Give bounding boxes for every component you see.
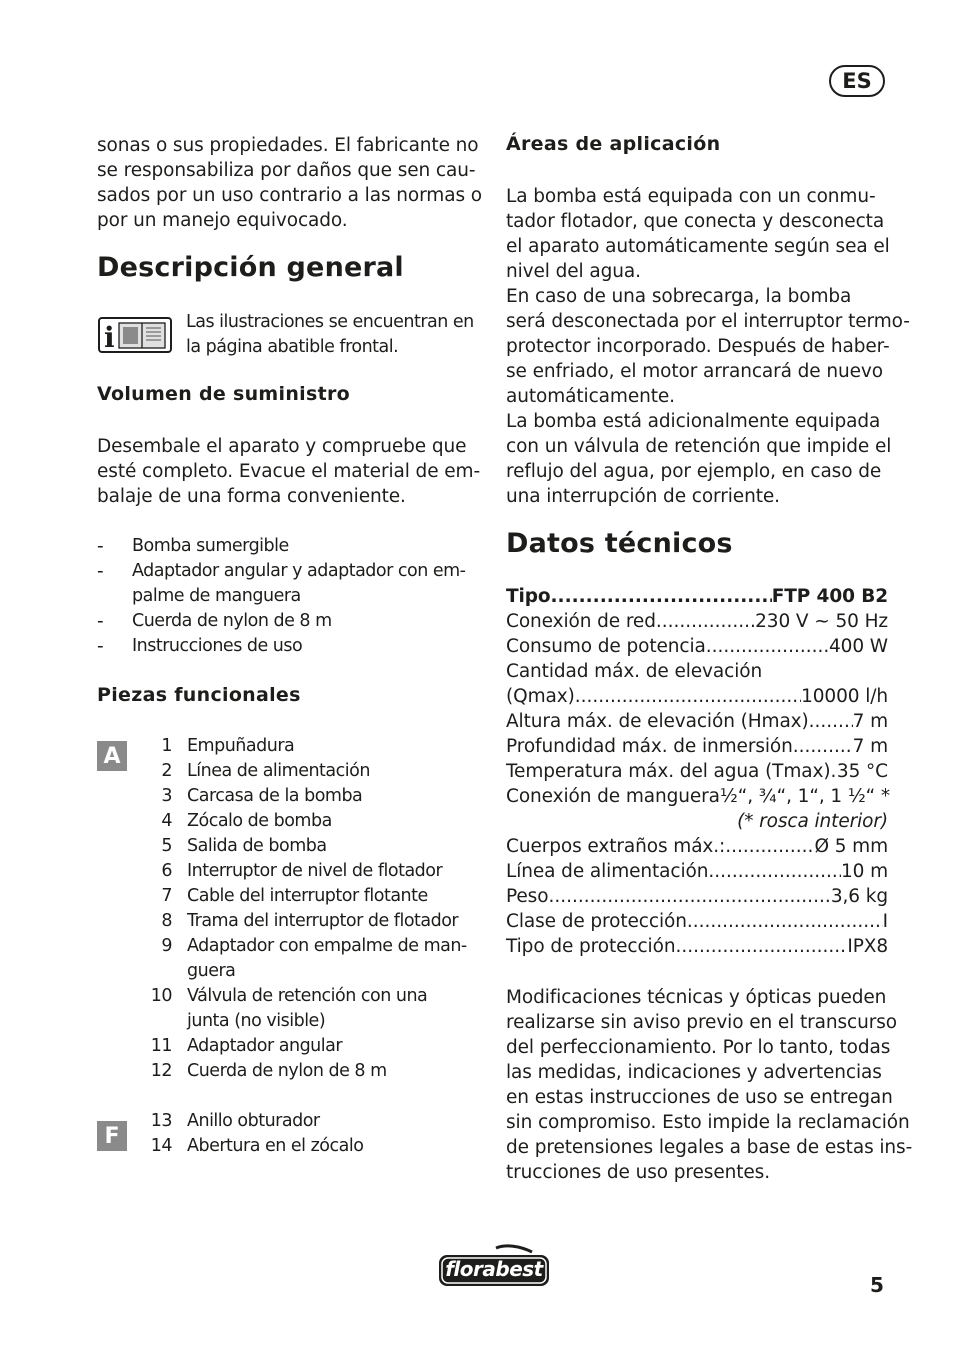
spec-value: 400 W — [829, 636, 888, 657]
note-line: en estas instrucciones de uso se entregan — [506, 1087, 893, 1108]
spec-row — [506, 859, 888, 884]
spec-row — [506, 834, 888, 859]
part-label: Carcasa de la bomba — [187, 786, 363, 806]
spec-label: Profundidad máx. de inmersión — [506, 736, 793, 757]
part-number: 13 — [150, 1111, 172, 1131]
info-note-line: la página abatible frontal. — [186, 337, 399, 357]
figure-a-marker: A — [97, 741, 127, 771]
spec-label: (Qmax) — [506, 686, 575, 707]
list-item: Adaptador angular y adaptador con em- — [132, 561, 466, 581]
part-number: 6 — [161, 861, 172, 881]
supply-line: balaje de una forma conveniente. — [97, 486, 406, 507]
part-number: 2 — [161, 761, 172, 781]
app-line: el aparato automáticamente según sea el — [506, 236, 890, 257]
spec-row-type — [506, 584, 888, 609]
app-line: se enfriado, el motor arrancará de nuevo — [506, 361, 883, 382]
part-number: 8 — [161, 911, 172, 931]
note-line: del perfeccionamiento. Por lo tanto, todas — [506, 1037, 891, 1058]
spec-row — [506, 784, 891, 809]
spec-dots — [548, 884, 830, 909]
spec-row — [506, 909, 888, 934]
spec-label: Conexión de red — [506, 611, 656, 632]
part-number: 5 — [161, 836, 172, 856]
app-line: En caso de una sobrecarga, la bomba — [506, 286, 852, 307]
part-label: Línea de alimentación — [187, 761, 370, 781]
list-item: Bomba sumergible — [132, 536, 289, 556]
spec-label: Consumo de potencia — [506, 636, 706, 657]
spec-label: Cuerpos extraños máx.: — [506, 836, 726, 857]
note-line: Modificaciones técnicas y ópticas pueden — [506, 987, 887, 1008]
intro-line: sonas o sus propiedades. El fabricante no — [97, 135, 479, 156]
note-line: sin compromiso. Esto impide la reclamación — [506, 1112, 910, 1133]
part-label: Zócalo de bomba — [187, 811, 332, 831]
page-number: 5 — [870, 1273, 884, 1297]
part-label: Interruptor de nivel de flotador — [187, 861, 443, 881]
note-line: trucciones de uso presentes. — [506, 1162, 771, 1183]
app-line: nivel del agua. — [506, 261, 641, 282]
part-label-cont: guera — [187, 961, 236, 981]
spec-value: 35 °C — [836, 761, 888, 782]
spec-row — [506, 684, 888, 709]
spec-dots — [575, 684, 801, 709]
spec-label: Línea de alimentación — [506, 861, 709, 882]
spec-label: Altura máx. de elevación (Hmax) — [506, 711, 809, 732]
subheading-supply: Volumen de suministro — [97, 383, 350, 405]
part-number: 12 — [150, 1061, 172, 1081]
spec-dots — [725, 834, 814, 859]
spec-label: Clase de protección — [506, 911, 687, 932]
list-item-cont: palme de manguera — [132, 586, 301, 606]
spec-row — [506, 609, 888, 634]
spec-value: 3,6 kg — [830, 886, 888, 907]
spec-label: Temperatura máx. del agua (Tmax) — [506, 761, 831, 782]
intro-line: por un manejo equivocado. — [97, 210, 348, 231]
info-note-line: Las ilustraciones se encuentran en — [186, 312, 474, 332]
part-number: 14 — [150, 1136, 172, 1156]
spec-value: FTP 400 B2 — [771, 586, 888, 607]
part-label: Trama del interruptor de flotador — [187, 911, 459, 931]
subheading-applications: Áreas de aplicación — [506, 133, 721, 155]
spec-value: 10 m — [840, 861, 888, 882]
part-label: Empuñadura — [187, 736, 295, 756]
spec-label: Tipo — [506, 586, 551, 607]
spec-dots — [708, 859, 841, 884]
note-line: de pretensiones legales a base de estas ins- — [506, 1137, 913, 1158]
spec-value: 7 m — [852, 711, 888, 732]
brand-logo — [436, 1244, 552, 1290]
part-number: 3 — [161, 786, 172, 806]
app-line: protector incorporado. Después de haber- — [506, 336, 890, 357]
spec-row — [506, 709, 888, 734]
list-dash: - — [97, 561, 104, 582]
part-label: Cuerda de nylon de 8 m — [187, 1061, 387, 1081]
part-label: Abertura en el zócalo — [187, 1136, 364, 1156]
spec-label: Peso — [506, 886, 549, 907]
spec-value: 230 V ~ 50 Hz — [755, 611, 888, 632]
part-label: Válvula de retención con una — [187, 986, 428, 1006]
list-dash: - — [97, 611, 104, 632]
part-label-cont: junta (no visible) — [187, 1011, 326, 1031]
spec-row-note — [506, 809, 888, 834]
spec-value: 10000 l/h — [801, 686, 888, 707]
spec-dots — [706, 634, 829, 659]
spec-row — [506, 734, 888, 759]
subheading-parts: Piezas funcionales — [97, 684, 301, 706]
spec-dots — [656, 609, 755, 634]
spec-dots — [793, 734, 853, 759]
figure-f-marker: F — [97, 1121, 127, 1151]
note-line: realizarse sin aviso previo en el transcurso — [506, 1012, 898, 1033]
app-line: será desconectada por el interruptor termo- — [506, 311, 910, 332]
tech-specs — [0, 584, 954, 964]
language-badge: ES — [829, 65, 885, 97]
part-number: 4 — [161, 811, 172, 831]
spec-value: ½“, ¾“, 1“, 1 ½“ * — [719, 786, 891, 807]
info-book-icon — [97, 314, 175, 356]
part-number: 10 — [150, 986, 172, 1006]
part-number: 1 — [161, 736, 172, 756]
spec-row — [506, 884, 888, 909]
list-item: Cuerda de nylon de 8 m — [132, 611, 332, 631]
spec-label: Tipo de protección — [506, 936, 676, 957]
app-line: una interrupción de corriente. — [506, 486, 780, 507]
list-dash: - — [97, 636, 104, 657]
brand-name: florabest — [445, 1257, 543, 1281]
part-label: Adaptador angular — [187, 1036, 343, 1056]
intro-line: sados por un uso contrario a las normas o — [97, 185, 482, 206]
spec-row — [506, 759, 888, 784]
spec-dots — [687, 909, 883, 934]
spec-label: Cantidad máx. de elevación — [506, 661, 763, 682]
app-line: La bomba está adicionalmente equipada — [506, 411, 881, 432]
app-line: reflujo del agua, por ejemplo, en caso de — [506, 461, 882, 482]
spec-dots — [551, 584, 772, 609]
supply-line: esté completo. Evacue el material de em- — [97, 461, 481, 482]
list-item: Instrucciones de uso — [132, 636, 303, 656]
spec-value: Ø 5 mm — [814, 836, 888, 857]
part-number: 11 — [150, 1036, 172, 1056]
part-label: Adaptador con empalme de man- — [187, 936, 467, 956]
part-number: 7 — [161, 886, 172, 906]
app-line: La bomba está equipada con un conmu- — [506, 186, 876, 207]
spec-label: Conexión de manguera — [506, 786, 720, 807]
section-heading-description: Descripción general — [97, 252, 404, 283]
part-label: Cable del interruptor flotante — [187, 886, 428, 906]
supply-line: Desembale el aparato y compruebe que — [97, 436, 467, 457]
spec-dots — [675, 934, 847, 959]
section-heading-tech: Datos técnicos — [506, 528, 733, 559]
note-line: las medidas, indicaciones y advertencias — [506, 1062, 882, 1083]
part-number: 9 — [161, 936, 172, 956]
spec-row — [506, 659, 888, 684]
app-line: con un válvula de retención que impide el — [506, 436, 892, 457]
list-dash: - — [97, 536, 104, 557]
part-label: Salida de bomba — [187, 836, 327, 856]
app-line: tador flotador, que conecta y desconecta — [506, 211, 885, 232]
spec-value: IPX8 — [847, 936, 888, 957]
spec-value: 7 m — [852, 736, 888, 757]
spec-row — [506, 934, 888, 959]
spec-value: (* rosca interior) — [737, 811, 888, 832]
part-label: Anillo obturador — [187, 1111, 320, 1131]
intro-line: se responsabiliza por daños que sen cau- — [97, 160, 476, 181]
spec-value: I — [882, 911, 888, 932]
spec-dots — [809, 709, 853, 734]
spec-row — [506, 634, 888, 659]
app-line: automáticamente. — [506, 386, 675, 407]
svg-text:i: i — [104, 321, 115, 354]
